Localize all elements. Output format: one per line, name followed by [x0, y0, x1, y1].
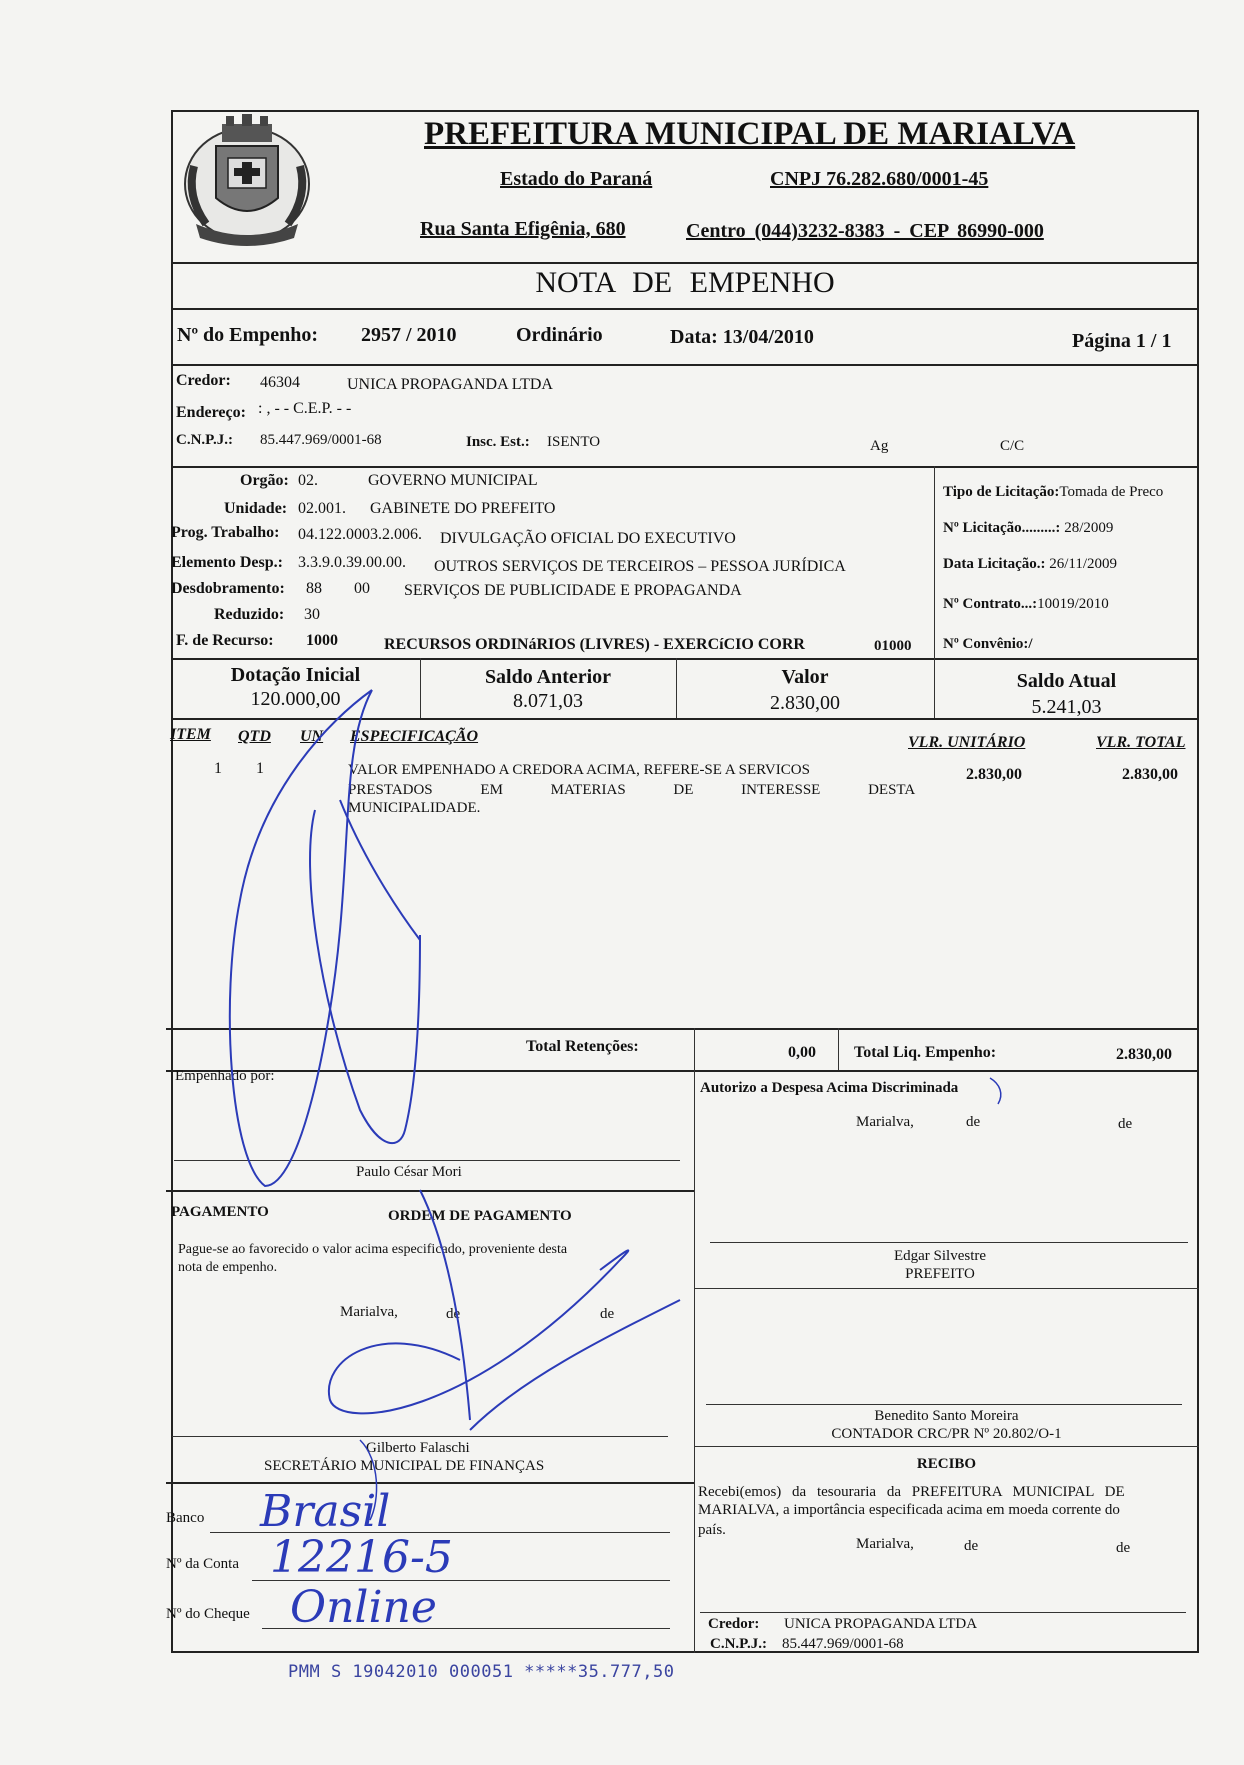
saldo-atual-value: 5.241,03 [1031, 696, 1102, 718]
item-qtd: 1 [256, 760, 264, 777]
reduzido-value: 30 [304, 606, 320, 623]
divider [171, 466, 1199, 468]
signature-line [706, 1404, 1182, 1405]
pague-line1: Pague-se ao favorecido o valor acima especificado, proveniente desta [178, 1242, 568, 1257]
contador-title: CONTADOR CRC/PR Nº 20.802/O-1 [831, 1426, 1062, 1442]
document-type-title: NOTA DE EMPENHO [535, 266, 835, 299]
desdobramento-label: Desdobramento: [171, 580, 285, 597]
divider [171, 262, 1199, 264]
licitacao-type-label: Tipo de Licitação: [943, 484, 1060, 500]
insc-label: Insc. Est.: [466, 434, 530, 450]
divider [171, 658, 1199, 660]
contrato-value: 10019/2010 [1037, 596, 1109, 612]
licitacao-number [943, 520, 1113, 537]
page-title: PREFEITURA MUNICIPAL DE MARIALVA [424, 116, 1076, 152]
reduzido-label: Reduzido: [214, 606, 285, 623]
item-number: 1 [214, 760, 222, 777]
cheque-handwritten: Online [290, 1582, 437, 1633]
orgao-code: 02. [298, 472, 318, 489]
prog-code: 04.122.0003.2.006. [298, 526, 422, 543]
liquido-value: 2.830,00 [1116, 1046, 1172, 1063]
licitacao-type-value: Tomada de Preco [1059, 484, 1164, 500]
recurso-code: 1000 [306, 632, 338, 649]
dotacao-value: 120.000,00 [250, 688, 341, 710]
header-cnpj: CNPJ 76.282.680/0001-45 [770, 168, 989, 190]
saldo-anterior-label: Saldo Anterior [484, 666, 612, 688]
orgao-name: GOVERNO MUNICIPAL [368, 472, 538, 489]
divider [694, 1070, 695, 1653]
autorizo-de-2: de [1118, 1116, 1133, 1132]
divider [166, 1070, 1199, 1072]
unidade-name: GABINETE DO PREFEITO [370, 500, 556, 517]
conta-label: Nº da Conta [166, 1556, 239, 1572]
col-qtd-header: QTD [238, 728, 271, 745]
item-description-line3: MUNICIPALIDADE. [348, 800, 481, 816]
credor-label: Credor: [176, 372, 231, 389]
cnpj-label: C.N.P.J.: [176, 432, 233, 448]
licitacao-number-label: Nº Licitação.........: [943, 520, 1061, 536]
divider [166, 1190, 694, 1192]
secretario-title: SECRETÁRIO MUNICIPAL DE FINANÇAS [264, 1458, 545, 1474]
recurso-number: 01000 [874, 638, 912, 654]
ordem-pagamento-label: ORDEM DE PAGAMENTO [388, 1208, 572, 1224]
col-item-header: ITEM [170, 726, 211, 743]
pagamento-label: PAGAMENTO [171, 1204, 269, 1220]
licitacao-date [943, 556, 1117, 573]
item-description-line2: PRESTADOS EM MATERIAS DE INTERESSE DESTA [348, 782, 916, 798]
recurso-name: RECURSOS ORDINáRIOS (LIVRES) - EXERCíCIO CORR [384, 636, 805, 653]
licitacao-type [943, 484, 1163, 501]
convenio-label: Nº Convênio:/ [943, 636, 1033, 652]
bank-agency-label: Ag [870, 438, 889, 454]
item-total-value: 2.830,00 [1122, 766, 1178, 783]
licitacao-date-value: 26/11/2009 [1049, 556, 1118, 572]
retencoes-value: 0,00 [788, 1044, 816, 1061]
footer-cnpj-label: C.N.P.J.: [710, 1636, 767, 1652]
header-contact: Centro (044)3232-8383 - CEP 86990-000 [686, 220, 1044, 242]
empenhado-label: Empenhado por: [175, 1068, 275, 1084]
recibo-line3: país. [698, 1522, 726, 1538]
licitacao-number-value: 28/2009 [1064, 520, 1114, 536]
footer-credor-name: UNICA PROPAGANDA LTDA [784, 1616, 978, 1632]
contador-name: Benedito Santo Moreira [874, 1408, 1019, 1424]
recibo-line2: MARIALVA, a importância especificada acima em moeda corrente do [698, 1502, 1120, 1518]
insc-value: ISENTO [547, 434, 601, 450]
contrato [943, 596, 1109, 613]
prefeito-title: PREFEITO [905, 1266, 975, 1282]
contrato-label: Nº Contrato...: [943, 596, 1038, 612]
signature-line [172, 1436, 668, 1437]
pague-de-2: de [600, 1306, 615, 1322]
col-un-header: UN [300, 728, 324, 745]
prefeito-name: Edgar Silvestre [893, 1248, 987, 1264]
elemento-code: 3.3.9.0.39.00.00. [298, 554, 406, 571]
credor-name: UNICA PROPAGANDA LTDA [347, 376, 553, 393]
banco-handwritten: Brasil [260, 1486, 391, 1537]
divider [166, 1482, 694, 1484]
empenhado-name: Paulo César Mori [356, 1164, 462, 1180]
credor-cnpj: 85.447.969/0001-68 [260, 432, 382, 448]
signature-line [700, 1612, 1186, 1613]
recibo-de-2: de [1116, 1540, 1131, 1556]
orgao-label: Orgão: [240, 472, 289, 489]
account-label: C/C [1000, 438, 1025, 454]
liquido-label: Total Liq. Empenho: [854, 1044, 997, 1061]
col-unit-header: VLR. UNITÁRIO [908, 734, 1026, 751]
divider [166, 1028, 1199, 1030]
unidade-label: Unidade: [224, 500, 288, 517]
recibo-label: RECIBO [916, 1456, 977, 1472]
empenho-number: 2957 / 2010 [361, 324, 457, 346]
state-label: Estado do Paraná [500, 168, 653, 190]
elemento-name: OUTROS SERVIÇOS DE TERCEIROS – PESSOA JURÍDICA [434, 558, 846, 575]
footer-cnpj: 85.447.969/0001-68 [782, 1636, 904, 1652]
retencoes-label: Total Retenções: [526, 1038, 639, 1055]
col-total-header: VLR. TOTAL [1096, 734, 1186, 751]
pague-line2: nota de empenho. [178, 1260, 278, 1275]
divider [171, 308, 1199, 310]
divider [694, 1028, 695, 1070]
divider [171, 364, 1199, 366]
cheque-label: Nº do Cheque [166, 1606, 250, 1622]
recurso-label: F. de Recurso: [176, 632, 274, 649]
banco-label: Banco [166, 1510, 205, 1526]
divider [934, 466, 935, 662]
payment-stamp: PMM S 19042010 000051 *****35.777,50 [288, 1662, 675, 1682]
col-spec-header: ESPECIFICAÇÃO [350, 728, 479, 745]
elemento-label: Elemento Desp.: [171, 554, 283, 571]
licitacao-date-label: Data Licitação.: [943, 556, 1046, 572]
valor-value: 2.830,00 [770, 692, 840, 714]
divider [694, 1288, 1199, 1289]
empenho-type: Ordinário [516, 324, 603, 346]
item-unit-value: 2.830,00 [966, 766, 1022, 783]
saldo-anterior-value: 8.071,03 [513, 690, 583, 712]
recibo-de-1: de [964, 1538, 979, 1554]
conta-handwritten: 12216-5 [270, 1532, 453, 1583]
empenho-date: Data: 13/04/2010 [670, 326, 814, 348]
coat-of-arms-logo [176, 106, 318, 252]
recibo-line1: Recebi(emos) da tesouraria da PREFEITURA MUNICIPAL DE [698, 1484, 1125, 1500]
pague-de-1: de [446, 1306, 461, 1322]
desdobramento-name: SERVIÇOS DE PUBLICIDADE E PROPAGANDA [404, 582, 742, 599]
pague-city: Marialva, [340, 1304, 398, 1320]
desdobramento-sub: 00 [354, 580, 370, 597]
secretario-name: Gilberto Falaschi [366, 1440, 470, 1456]
address-label: Endereço: [176, 404, 246, 421]
signature-line [710, 1242, 1188, 1243]
autorizo-label: Autorizo a Despesa Acima Discriminada [700, 1080, 959, 1096]
divider [694, 1446, 1199, 1447]
divider [838, 1028, 839, 1070]
footer-credor-label: Credor: [708, 1616, 760, 1632]
address-value: : , - - C.E.P. - - [258, 400, 352, 417]
item-description-line1: VALOR EMPENHADO A CREDORA ACIMA, REFERE-SE A SERVICOS [348, 762, 810, 778]
desdobramento-code: 88 [306, 580, 322, 597]
divider [171, 718, 1199, 720]
dotacao-label: Dotação Inicial [230, 664, 361, 686]
valor-label: Valor [781, 666, 829, 688]
page-number: Página 1 / 1 [1072, 330, 1172, 352]
prog-name: DIVULGAÇÃO OFICIAL DO EXECUTIVO [440, 530, 736, 547]
credor-code: 46304 [260, 374, 300, 391]
saldo-atual-label: Saldo Atual [1016, 670, 1117, 692]
header-address: Rua Santa Efigênia, 680 [420, 218, 626, 240]
empenho-number-label: Nº do Empenho: [177, 324, 319, 346]
recibo-city: Marialva, [856, 1536, 914, 1552]
prog-label: Prog. Trabalho: [171, 524, 280, 541]
autorizo-de-1: de [966, 1114, 981, 1130]
signature-line [174, 1160, 680, 1161]
autorizo-city: Marialva, [856, 1114, 914, 1130]
unidade-code: 02.001. [298, 500, 346, 517]
